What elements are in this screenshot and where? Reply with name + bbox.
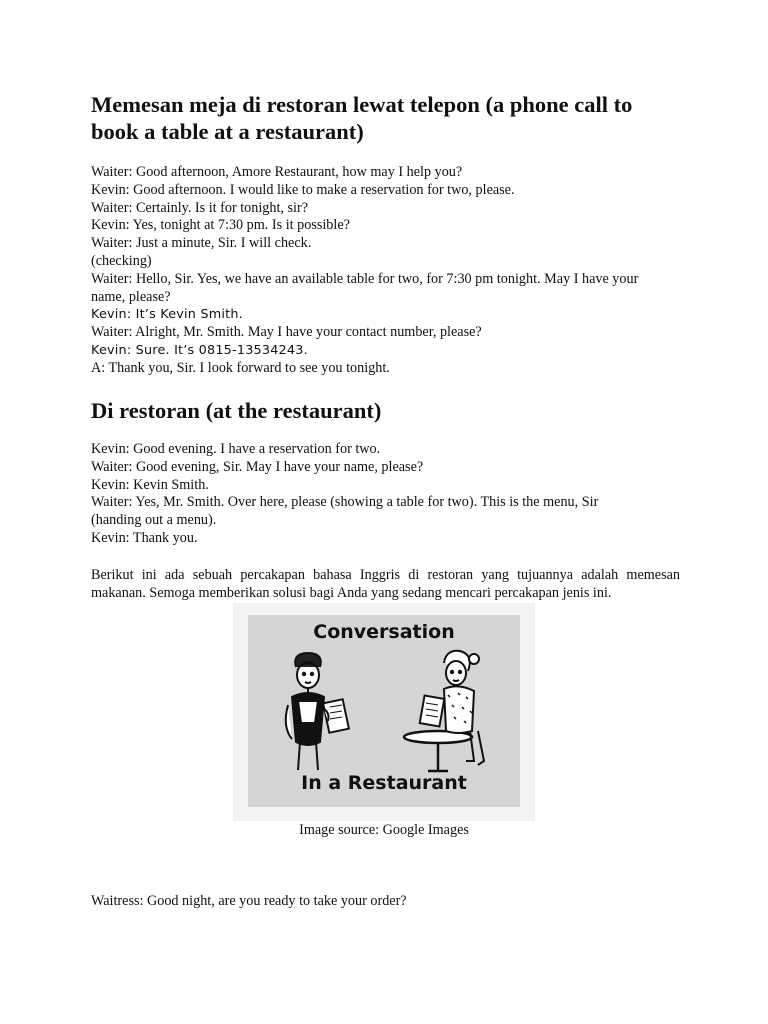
dialog-line: Kevin: Sure. It’s 0815-13534243. [91, 342, 308, 358]
dialog-line: Kevin: Yes, tonight at 7:30 pm. Is it possible? [91, 217, 350, 234]
dialog-line: name, please? [91, 288, 171, 305]
image-caption: Image source: Google Images [299, 822, 469, 838]
conversation-illustration [233, 603, 535, 821]
illustration-panel [248, 615, 520, 807]
illustration-subtitle: In a Restaurant [301, 772, 467, 794]
dialog-line: Waiter: Alright, Mr. Smith. May I have your contact number, please? [91, 324, 482, 341]
waitress-figure [286, 653, 349, 770]
dialog-line: Waiter: Just a minute, Sir. I will check. [91, 235, 312, 252]
customer-figure [420, 651, 484, 765]
waitress-and-customer-drawing [248, 645, 520, 775]
table-figure [404, 731, 472, 771]
dialog-line: Waiter: Yes, Mr. Smith. Over here, please (showing a table for two). This is the menu, Sir [91, 494, 599, 511]
dialog-line: Kevin: Good evening. I have a reservation for two. [91, 441, 381, 457]
dialog-phone-call [91, 164, 691, 378]
dialog-line: A: Thank you, Sir. I look forward to see you tonight. [91, 359, 390, 376]
dialog-line: Kevin: It’s Kevin Smith. [91, 307, 243, 323]
dialog-line: Waiter: Hello, Sir. Yes, we have an available table for two, for 7:30 pm tonight. May I have your [91, 270, 639, 287]
illustration-title: Conversation [313, 621, 455, 643]
dialog-line: Kevin: Kevin Smith. [91, 476, 209, 493]
dialog-line: Waiter: Good afternoon, Amore Restaurant, how may I help you? [91, 164, 463, 180]
dialog-line: (handing out a menu). [91, 512, 217, 529]
dialog-line: (checking) [91, 252, 152, 269]
dialog-line: Kevin: Thank you. [91, 529, 198, 546]
intro-paragraph: Berikut ini ada sebuah percakapan bahasa Inggris di restoran yang tujuannya adalah memesan makanan. Semoga memberikan solusi bagi Anda yang sedang mencari percakapan jenis ini. [91, 567, 680, 601]
dialog-at-restaurant [91, 441, 691, 548]
dialog-line: Kevin: Good afternoon. I would like to make a reservation for two, please. [91, 181, 515, 198]
dialog-line: Waiter: Good evening, Sir. May I have your name, please? [91, 458, 424, 475]
final-dialog-line: Waitress: Good night, are you ready to take your order? [91, 893, 407, 909]
heading-phone-call: Memesan meja di restoran lewat telepon (a phone call to book a table at a restaurant) [91, 92, 633, 144]
dialog-line: Waiter: Certainly. Is it for tonight, sir? [91, 199, 309, 216]
heading-at-restaurant: Di restoran (at the restaurant) [91, 398, 382, 423]
